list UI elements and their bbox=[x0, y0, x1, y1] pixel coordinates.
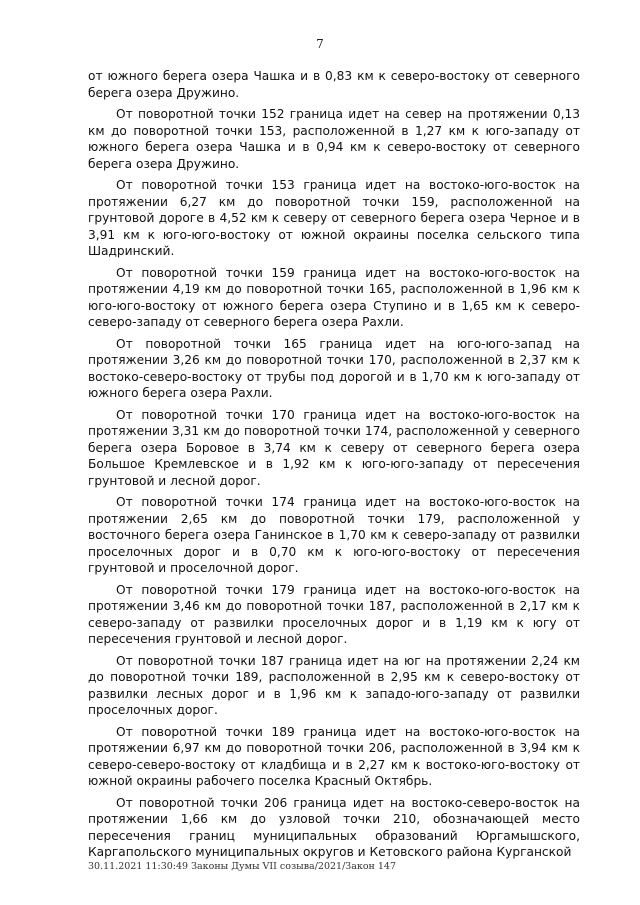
paragraph: от южного берега озера Чашка и в 0,83 км к северо-востоку от северного берега озера Дружино. bbox=[88, 69, 580, 100]
document-body bbox=[88, 68, 580, 866]
paragraph: От поворотной точки 179 граница идет на востоко-юго-восток на протяжении 3,46 км до поворотной точки 187, расположенной в 2,17 км к северо-западу от развилки проселочных дорог и в 1,19 км к югу от пересечения грунтовой и лесной дорог. bbox=[88, 582, 580, 646]
paragraph: От поворотной точки 152 граница идет на север на протяжении 0,13 км до поворотной точки 153, расположенной в 1,27 км к юго-западу от южного берега озера Чашка и в 0,94 км к северо-востоку от северного берега озера Дружино. bbox=[88, 107, 580, 171]
paragraph: От поворотной точки 206 граница идет на востоко-северо-восток на протяжении 1,66 км до узловой точки 210, обозначающей место пересечения границ муниципальных образований Юргамышского, Каргапольского муниципальных округов и Кетовского района Курганской bbox=[88, 795, 580, 859]
page-number: 7 bbox=[316, 37, 324, 51]
paragraph: От поворотной точки 187 граница идет на юг на протяжении 2,24 км до поворотной точки 189, расположенной в 2,95 км к северо-востоку от развилки лесных дорог и в 1,96 км к западо-юго-западу от развилки проселочных дорог. bbox=[88, 653, 580, 717]
document-footer: 30.11.2021 11:30:49 Законы Думы VII созыва/2021/Закон 147 bbox=[88, 861, 397, 872]
paragraph: От поворотной точки 165 граница идет на юго-юго-запад на протяжении 3,26 км до поворотной точки 170, расположенной в 2,37 км к востоко-северо-востоку от трубы под дорогой и в 1,70 км к юго-западу от южного берега озера Рахли. bbox=[88, 336, 580, 400]
paragraph: От поворотной точки 153 граница идет на востоко-юго-восток на протяжении 6,27 км до поворотной точки 159, расположенной на грунтовой дороге в 4,52 км к северу от северного берега озера Черное и в 3,91 км к юго-юго-востоку от южной окраины поселка сельского типа Шадринский. bbox=[88, 178, 580, 258]
paragraph: От поворотной точки 174 граница идет на востоко-юго-восток на протяжении 2,65 км до поворотной точки 179, расположенной у восточного берега озера Ганинское в 1,70 км к северо-западу от развилки проселочных дорог и в 0,70 км к юго-юго-востоку от пересечения грунтовой и проселочной дорог. bbox=[88, 495, 580, 575]
paragraph: От поворотной точки 189 граница идет на востоко-юго-восток на протяжении 6,97 км до поворотной точки 206, расположенной в 3,94 км к северо-северо-востоку от кладбища и в 2,27 км к востоко-юго-востоку от южной окраины рабочего поселка Красный Октябрь. bbox=[88, 724, 580, 788]
paragraph: От поворотной точки 159 граница идет на востоко-юго-восток на протяжении 4,19 км до поворотной точки 165, расположенной в 1,96 км к юго-юго-востоку от южного берега озера Ступино и в 1,65 км к северо-северо-западу от северного берега озера Рахли. bbox=[88, 265, 580, 329]
paragraph: От поворотной точки 170 граница идет на востоко-юго-восток на протяжении 3,31 км до поворотной точки 174, расположенной у северного берега озера Боровое в 3,74 км к северу от северного берега озера Большое Кремлевское и в 1,92 км к юго-юго-западу от пересечения грунтовой и лесной дорог. bbox=[88, 407, 580, 488]
